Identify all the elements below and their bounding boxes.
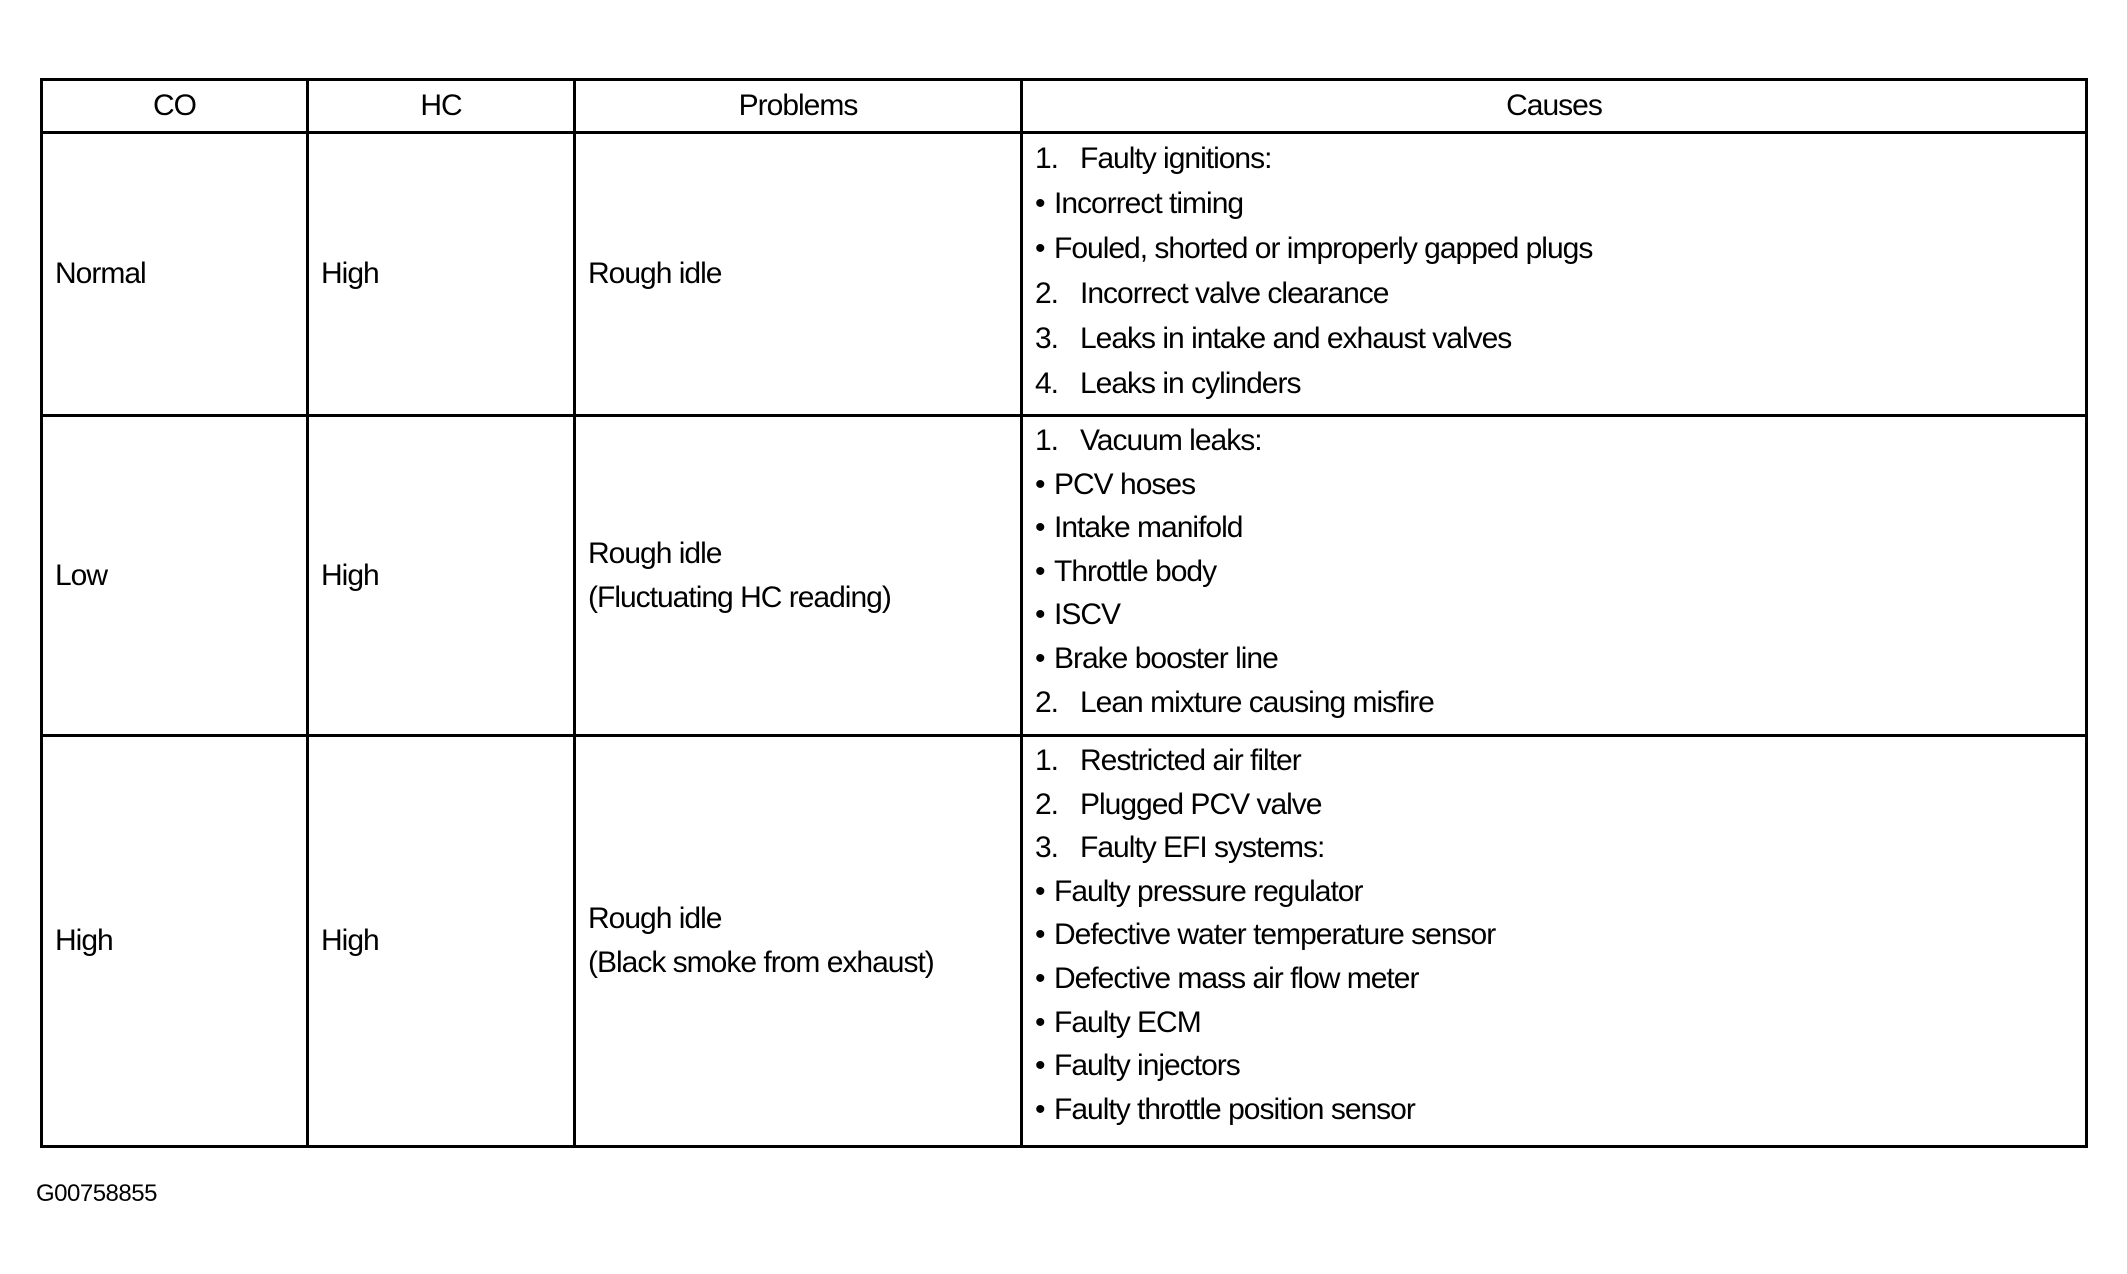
cause-text: Leaks in cylinders bbox=[1080, 367, 1301, 400]
cause-bullet-item bbox=[1035, 506, 2073, 550]
cause-text: Fouled, shorted or improperly gapped plugs bbox=[1054, 232, 1593, 265]
item-number: 2. bbox=[1035, 277, 1059, 310]
cause-text: Throttle body bbox=[1054, 554, 1217, 588]
causes-cell bbox=[1022, 133, 2087, 416]
hc-value: High bbox=[308, 416, 575, 736]
co-value: High bbox=[42, 736, 308, 1147]
cause-numbered-item bbox=[1035, 826, 2073, 870]
cause-bullet-item bbox=[1035, 1001, 2073, 1045]
cause-bullet-item bbox=[1035, 1044, 2073, 1088]
bullet-icon: • bbox=[1035, 467, 1045, 501]
problems-cell bbox=[575, 736, 1022, 1147]
bullet-icon: • bbox=[1035, 641, 1045, 675]
cause-bullet-item bbox=[1035, 463, 2073, 507]
bullet-icon: • bbox=[1035, 1049, 1045, 1083]
cause-text: Intake manifold bbox=[1054, 511, 1243, 545]
bullet-icon: • bbox=[1035, 598, 1045, 632]
cause-text: Incorrect timing bbox=[1054, 187, 1244, 220]
bullet-icon: • bbox=[1035, 554, 1045, 588]
problem-line: (Fluctuating HC reading) bbox=[588, 580, 891, 614]
cause-text: Faulty pressure regulator bbox=[1054, 874, 1363, 908]
figure-id: G00758855 bbox=[36, 1180, 157, 1207]
problem-line: Rough idle bbox=[588, 902, 722, 935]
bullet-icon: • bbox=[1035, 1005, 1045, 1039]
cause-text: Defective mass air flow meter bbox=[1054, 961, 1419, 995]
bullet-icon: • bbox=[1035, 187, 1045, 220]
co-value: Normal bbox=[42, 133, 308, 416]
problem-line: (Black smoke from exhaust) bbox=[588, 946, 934, 979]
hc-value: High bbox=[308, 736, 575, 1147]
cause-text: Faulty throttle position sensor bbox=[1054, 1092, 1415, 1126]
cause-numbered-item bbox=[1035, 419, 2073, 463]
cause-text: ISCV bbox=[1054, 598, 1121, 632]
cause-bullet-item bbox=[1035, 593, 2073, 637]
bullet-icon: • bbox=[1035, 918, 1045, 952]
problems-cell bbox=[575, 416, 1022, 736]
table-row bbox=[42, 416, 2087, 736]
cause-text: Restricted air filter bbox=[1080, 744, 1301, 777]
table-row bbox=[42, 736, 2087, 1147]
diagnosis-table bbox=[40, 78, 2088, 1148]
item-number: 1. bbox=[1035, 424, 1059, 457]
header-row bbox=[42, 80, 2087, 133]
cause-text: Faulty EFI systems: bbox=[1080, 831, 1325, 865]
cause-text: Faulty ECM bbox=[1054, 1005, 1201, 1039]
cause-numbered-item bbox=[1035, 136, 2073, 181]
cause-numbered-item bbox=[1035, 361, 2073, 406]
cause-bullet-item bbox=[1035, 913, 2073, 957]
cause-text: Defective water temperature sensor bbox=[1054, 918, 1496, 952]
item-number: 3. bbox=[1035, 322, 1059, 355]
bullet-icon: • bbox=[1035, 961, 1045, 995]
cause-text: Lean mixture causing misfire bbox=[1080, 685, 1434, 719]
cause-text: Incorrect valve clearance bbox=[1080, 277, 1389, 310]
hc-value: High bbox=[308, 133, 575, 416]
header-problems: Problems bbox=[575, 80, 1022, 133]
cause-text: Faulty injectors bbox=[1054, 1049, 1240, 1083]
header-hc: HC bbox=[308, 80, 575, 133]
problem-line: Rough idle bbox=[588, 536, 722, 570]
item-number: 1. bbox=[1035, 142, 1059, 175]
co-value: Low bbox=[42, 416, 308, 736]
cause-bullet-item bbox=[1035, 226, 2073, 271]
item-number: 2. bbox=[1035, 787, 1059, 821]
item-number: 4. bbox=[1035, 367, 1059, 400]
cause-text: Vacuum leaks: bbox=[1080, 424, 1262, 457]
cause-bullet-item bbox=[1035, 957, 2073, 1001]
cause-text: Faulty ignitions: bbox=[1080, 142, 1272, 175]
cause-bullet-item bbox=[1035, 550, 2073, 594]
header-co: CO bbox=[42, 80, 308, 133]
bullet-icon: • bbox=[1035, 874, 1045, 908]
cause-numbered-item bbox=[1035, 783, 2073, 827]
causes-cell bbox=[1022, 736, 2087, 1147]
cause-text: Leaks in intake and exhaust valves bbox=[1080, 322, 1512, 355]
cause-bullet-item bbox=[1035, 181, 2073, 226]
causes-cell bbox=[1022, 416, 2087, 736]
header-causes: Causes bbox=[1022, 80, 2087, 133]
table-row bbox=[42, 133, 2087, 416]
bullet-icon: • bbox=[1035, 232, 1045, 265]
bullet-icon: • bbox=[1035, 511, 1045, 545]
cause-text: PCV hoses bbox=[1054, 467, 1196, 501]
cause-numbered-item bbox=[1035, 271, 2073, 316]
cause-numbered-item bbox=[1035, 739, 2073, 783]
item-number: 1. bbox=[1035, 744, 1059, 777]
cause-numbered-item bbox=[1035, 316, 2073, 361]
cause-text: Brake booster line bbox=[1054, 641, 1278, 675]
item-number: 2. bbox=[1035, 685, 1059, 719]
bullet-icon: • bbox=[1035, 1092, 1045, 1126]
problems-cell bbox=[575, 133, 1022, 416]
cause-bullet-item bbox=[1035, 870, 2073, 914]
item-number: 3. bbox=[1035, 831, 1059, 865]
cause-text: Plugged PCV valve bbox=[1080, 787, 1322, 821]
problem-line: Rough idle bbox=[588, 257, 722, 290]
cause-numbered-item bbox=[1035, 681, 2073, 725]
cause-bullet-item bbox=[1035, 1088, 2073, 1132]
cause-bullet-item bbox=[1035, 637, 2073, 681]
